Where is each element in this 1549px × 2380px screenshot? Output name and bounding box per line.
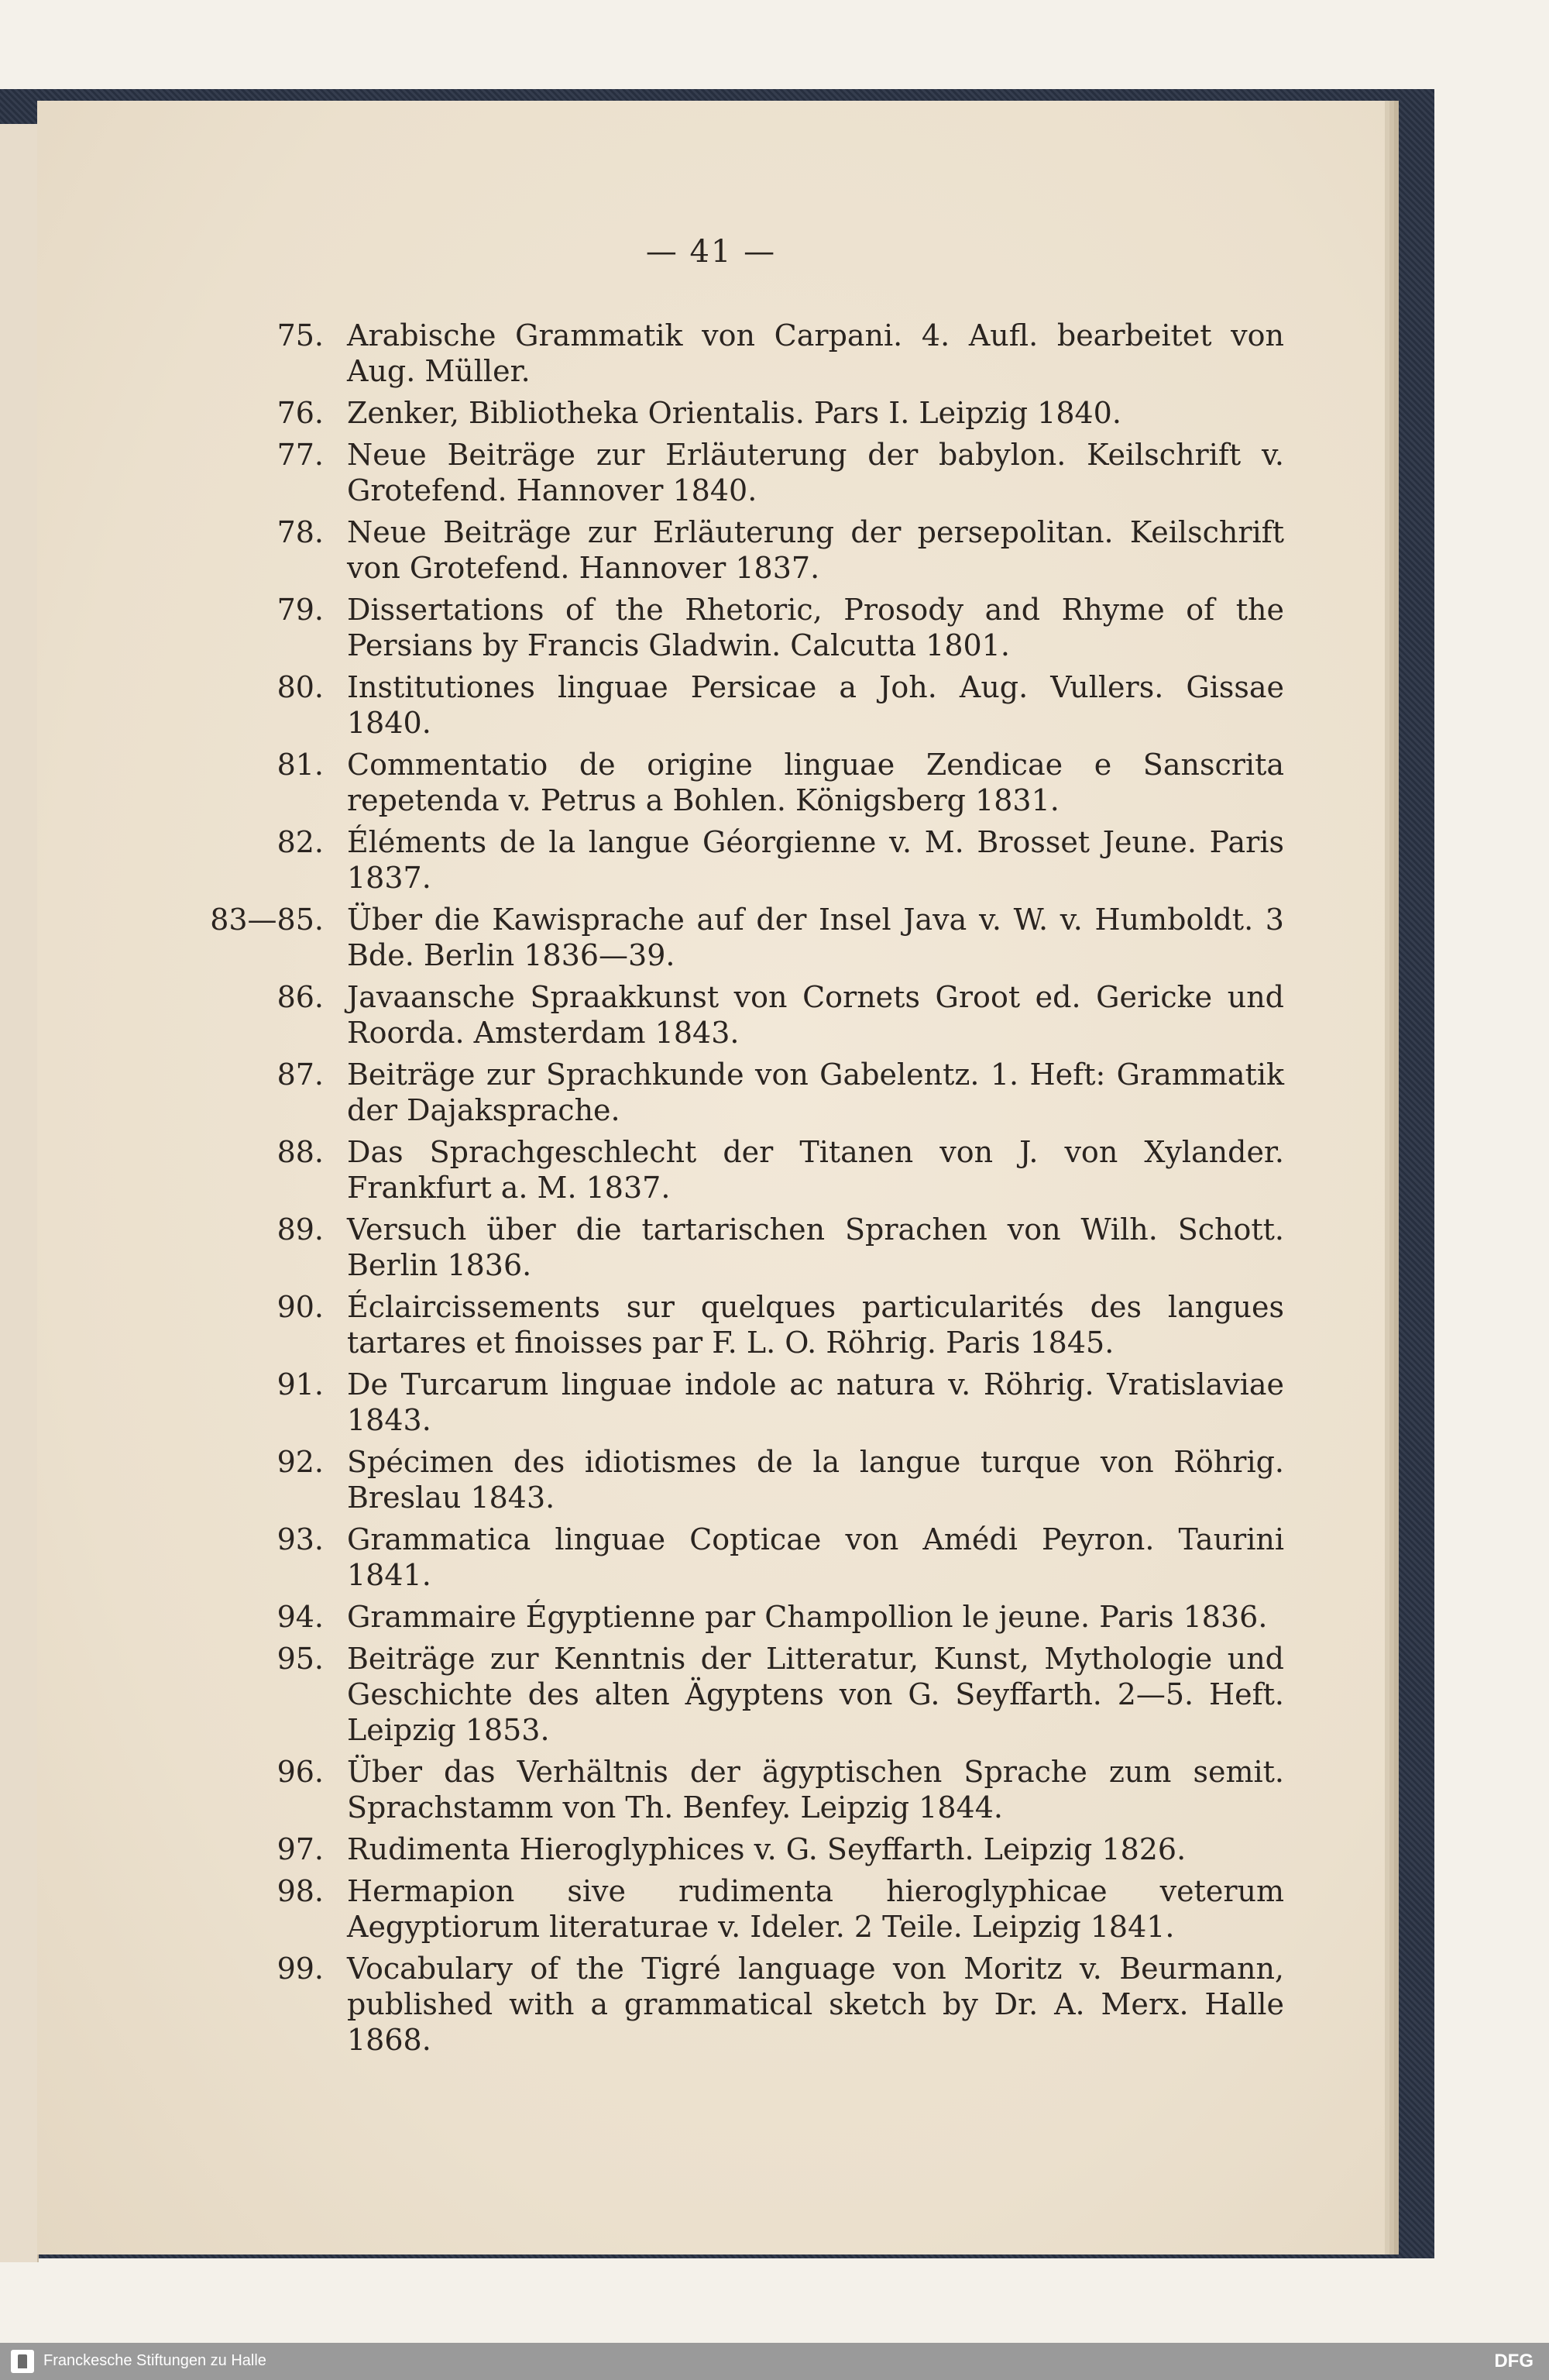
entry-text: Commentatio de origine linguae Zendicae e Sanscrita repetenda v. Petrus a Bohlen. Königsberg 1831.	[347, 748, 1284, 817]
bibliography-entry	[169, 747, 1284, 818]
bibliography-entry	[169, 1873, 1284, 1945]
previous-page-edge	[0, 124, 39, 2262]
entry-text: Grammatica linguae Copticae von Amédi Peyron. Taurini 1841.	[347, 1522, 1284, 1592]
bibliography-entry	[169, 437, 1284, 508]
bibliography-entry	[169, 824, 1284, 896]
entry-number: 94.	[276, 1600, 324, 1634]
entry-text: Das Sprachgeschlecht der Titanen von J. von Xylander. Frankfurt a. M. 1837.	[347, 1135, 1284, 1205]
bibliography-entry	[169, 1134, 1284, 1205]
entry-number: 88.	[276, 1135, 324, 1169]
entry-number: 81.	[276, 748, 324, 782]
bibliography-entry	[169, 1599, 1284, 1635]
bibliography-entry	[169, 1212, 1284, 1283]
entry-text: Javaansche Spraakkunst von Cornets Groot ed. Gericke und Roorda. Amsterdam 1843.	[347, 980, 1284, 1050]
entry-text: Vocabulary of the Tigré language von Moritz v. Beurmann, published with a grammatical sketch by Dr. A. Merx. Halle 1868.	[347, 1952, 1284, 2057]
entry-text: Spécimen des idiotismes de la langue turque von Röhrig. Breslau 1843.	[347, 1445, 1284, 1515]
entry-text: Institutiones linguae Persicae a Joh. Aug. Vullers. Gissae 1840.	[347, 670, 1284, 740]
entry-text: Neue Beiträge zur Erläuterung der persepolitan. Keilschrift von Grotefend. Hannover 1837.	[347, 515, 1284, 585]
entry-number: 78.	[276, 515, 324, 549]
entry-text: Éléments de la langue Géorgienne v. M. Brosset Jeune. Paris 1837.	[347, 825, 1284, 895]
footer-brand[interactable]: DFG	[1494, 2351, 1534, 2371]
entry-number: 93.	[276, 1522, 324, 1556]
bibliography-list	[169, 318, 1284, 2064]
bibliography-entry	[169, 669, 1284, 741]
entry-text: Hermapion sive rudimenta hieroglyphicae veterum Aegyptiorum literaturae v. Ideler. 2 Teile. Leipzig 1841.	[347, 1874, 1284, 1944]
entry-text: Arabische Grammatik von Carpani. 4. Aufl. bearbeitet von Aug. Müller.	[347, 318, 1284, 388]
entry-text: Über die Kawisprache auf der Insel Java v. W. v. Humboldt. 3 Bde. Berlin 1836—39.	[347, 903, 1284, 972]
bibliography-entry	[169, 395, 1284, 431]
entry-number: 95.	[276, 1642, 324, 1676]
entry-number: 83—85.	[210, 903, 324, 937]
entry-text: Beiträge zur Sprachkunde von Gabelentz. 1. Heft: Grammatik der Dajaksprache.	[347, 1058, 1284, 1127]
entry-text: Neue Beiträge zur Erläuterung der babylon. Keilschrift v. Grotefend. Hannover 1840.	[347, 438, 1284, 507]
bibliography-entry	[169, 592, 1284, 663]
entry-text: Beiträge zur Kenntnis der Litteratur, Kunst, Mythologie und Geschichte des alten Ägyptens von G. Seyffarth. 2—5. Heft. Leipzig 1853.	[347, 1642, 1284, 1747]
book-page	[37, 101, 1385, 2254]
entry-number: 76.	[276, 396, 324, 430]
entry-number: 89.	[276, 1212, 324, 1247]
bibliography-entry	[169, 1522, 1284, 1593]
entry-text: Rudimenta Hieroglyphices v. G. Seyffarth. Leipzig 1826.	[347, 1832, 1187, 1866]
bibliography-entry	[169, 979, 1284, 1051]
bibliography-entry	[169, 1444, 1284, 1515]
entry-number: 79.	[276, 593, 324, 627]
entry-number: 90.	[276, 1290, 324, 1324]
bibliography-entry	[169, 1754, 1284, 1825]
entry-number: 82.	[276, 825, 324, 859]
entry-number: 75.	[276, 318, 324, 353]
entry-number: 87.	[276, 1058, 324, 1092]
entry-text: De Turcarum linguae indole ac natura v. Röhrig. Vratislaviae 1843.	[347, 1367, 1284, 1437]
entry-number: 96.	[276, 1755, 324, 1789]
entry-number: 77.	[276, 438, 324, 472]
footer-source[interactable]: Franckesche Stiftungen zu Halle	[43, 2352, 266, 2369]
entry-text: Dissertations of the Rhetoric, Prosody and Rhyme of the Persians by Francis Gladwin. Calcutta 1801.	[347, 593, 1284, 662]
entry-text: Éclaircissements sur quelques particularités des langues tartares et finoisses par F. L. O. Röhrig. Paris 1845.	[347, 1290, 1284, 1360]
entry-text: Grammaire Égyptienne par Champollion le jeune. Paris 1836.	[347, 1600, 1268, 1634]
bibliography-entry	[169, 1289, 1284, 1360]
institution-logo-icon	[11, 2350, 34, 2373]
bibliography-entry	[169, 514, 1284, 586]
bibliography-entry	[169, 902, 1284, 973]
entry-number: 91.	[276, 1367, 324, 1402]
entry-text: Versuch über die tartarischen Sprachen von Wilh. Schott. Berlin 1836.	[347, 1212, 1284, 1282]
bibliography-entry	[169, 318, 1284, 389]
entry-text: Zenker, Bibliotheka Orientalis. Pars I. Leipzig 1840.	[347, 396, 1121, 430]
bibliography-entry	[169, 1367, 1284, 1438]
bibliography-entry	[169, 1641, 1284, 1748]
bibliography-entry	[169, 1057, 1284, 1128]
entry-number: 92.	[276, 1445, 324, 1479]
entry-number: 97.	[276, 1832, 324, 1866]
entry-text: Über das Verhältnis der ägyptischen Sprache zum semit. Sprachstamm von Th. Benfey. Leipzig 1844.	[347, 1755, 1284, 1825]
bibliography-entry	[169, 1951, 1284, 2058]
entry-number: 80.	[276, 670, 324, 704]
entry-number: 99.	[276, 1952, 324, 1986]
entry-number: 98.	[276, 1874, 324, 1908]
page-number: — 41 —	[645, 234, 777, 270]
entry-number: 86.	[276, 980, 324, 1014]
bibliography-entry	[169, 1831, 1284, 1867]
footer-bar	[0, 2343, 1549, 2380]
